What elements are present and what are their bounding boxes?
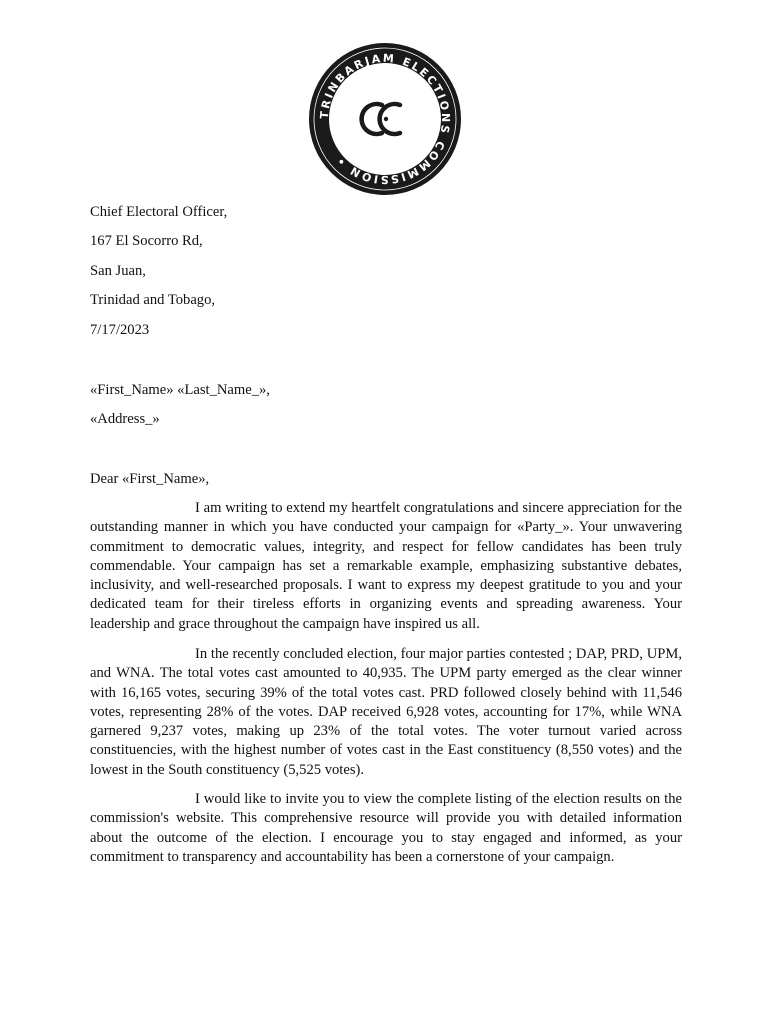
seal-ring-text: TRINBARJAM ELECTIONS COMMISSION • xyxy=(317,51,453,187)
commission-logo xyxy=(290,37,480,202)
paragraph-congratulations: I am writing to extend my heartfelt congratulations and sincere appreciation for the outstanding manner in which you have conducted your campaign for «Party_». Your unwavering commitment to democratic values, integrity, and respect for fellow candidates has been truly commendable. Your campaign has set a remarkable example, emphasizing substantive debates, inclusivity, and well-researched proposals. I want to express my deepest gratitude to you and your dedicated team for their tireless efforts in organizing events and spreading awareness. Your leadership and grace throughout the campaign have inspired us all. xyxy=(90,500,682,632)
sender-country: Trinidad and Tobago, xyxy=(90,292,216,308)
recipient-address: «Address_» xyxy=(90,411,160,427)
sender-street: 167 El Socorro Rd, xyxy=(90,233,203,249)
sender-city: San Juan, xyxy=(90,263,146,279)
paragraph-invitation: I would like to invite you to view the complete listing of the election results on the commission's website. This comprehensive resource will provide you with detailed information about the outcome of the election. I encourage you to stay engaged and informed, as your commitment to transparency and accountability has been a cornerstone of your campaign. xyxy=(90,791,682,865)
sender-title: Chief Electoral Officer, xyxy=(90,204,228,220)
commission-seal-icon xyxy=(290,37,480,202)
letter-date: 7/17/2023 xyxy=(90,322,150,338)
recipient-name: «First_Name» «Last_Name_», xyxy=(90,382,270,398)
paragraph-election-results: In the recently concluded election, four major parties contested ; DAP, PRD, UPM, and WNA. The total votes cast amounted to 40,935. The UPM party emerged as the clear winner with 16,165 votes, securing 39% of the total votes cast. PRD followed closely behind with 11,546 votes, representing 28% of the votes. DAP received 6,928 votes, accounting for 17%, while WNA garnered 9,237 votes, making up 23% of the total votes. The voter turnout varied across constituencies, with the highest number of votes cast in the East constituency (8,550 votes) and the lowest in the South constituency (5,525 votes). xyxy=(90,646,682,778)
salutation: Dear «First_Name», xyxy=(90,471,210,487)
